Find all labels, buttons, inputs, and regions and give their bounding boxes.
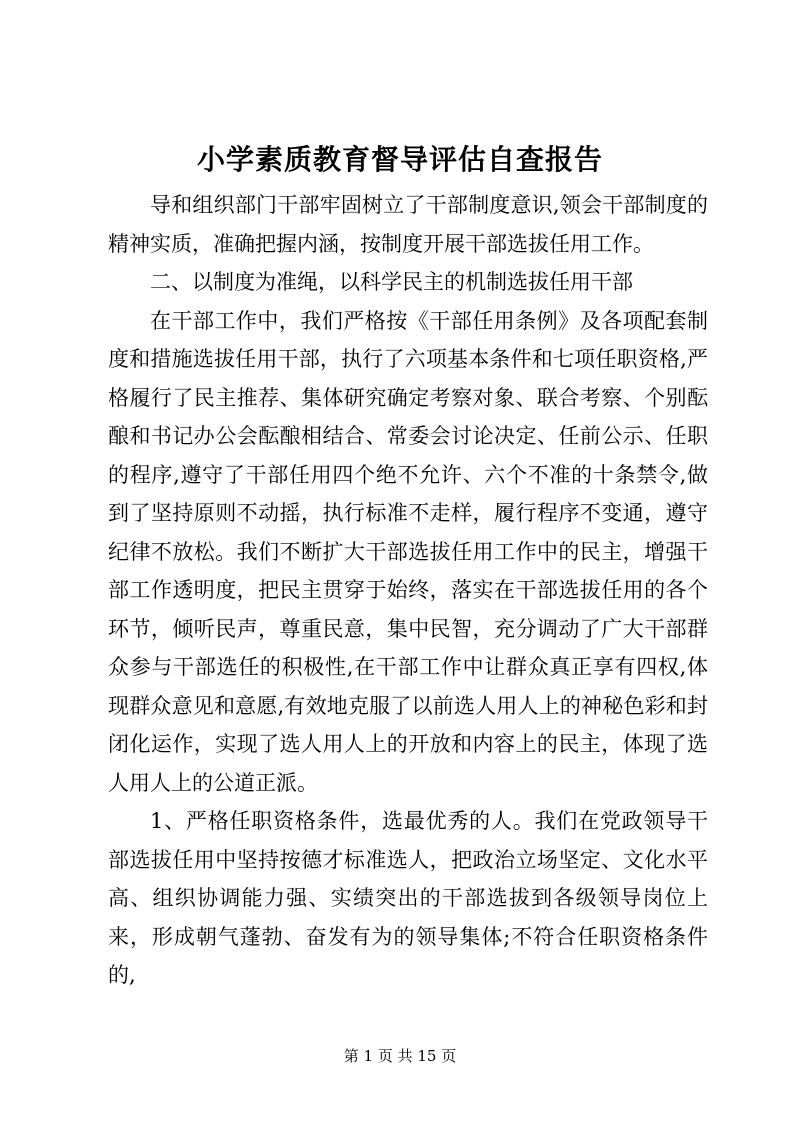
paragraph: 导和组织部门干部牢固树立了干部制度意识,领会干部制度的精神实质，准确把握内涵，按制度开展干部选拔任用工作。 xyxy=(108,193,708,256)
paragraph: 在干部工作中，我们严格按《干部任用条例》及各项配套制度和措施选拔任用干部，执行了六项基本条件和七项任职资格,严格履行了民主推荐、集体研究确定考察对象、联合考察、个别酝酿和书记办公会酝酿相结合、常委会讨论决定、任前公示、任职的程序,遵守了干部任用四个绝不允许、六个不准的十条禁令,做到了坚持原则不动摇，执行标准不走样，履行程序不变通，遵守纪律不放松。我们不断扩大干部选拔任用工作中的民主，增强干部工作透明度，把民主贯穿于始终，落实在干部选拔任用的各个环节，倾听民声，尊重民意，集中民智，充分调动了广大干部群众参与干部选任的积极性,在干部工作中让群众真正享有四权,体现群众意见和意愿,有效地克服了以前选人用人上的神秘色彩和封闭化运作，实现了选人用人上的开放和内容上的民主，体现了选人用人上的公道正派。 xyxy=(108,308,708,795)
page-number-footer: 第 1 页 共 15 页 xyxy=(343,1047,457,1065)
document-body xyxy=(108,186,708,995)
section-heading: 二、以制度为准绳，以科学民主的机制选拔任用干部 xyxy=(150,270,633,294)
paragraph: 1、严格任职资格条件，选最优秀的人。我们在党政领导干部选拔任用中坚持按德才标准选人，把政治立场坚定、文化水平高、组织协调能力强、实绩突出的干部选拔到各级领导岗位上来，形成朝气蓬勃、奋发有为的领导集体;不符合任职资格条件的, xyxy=(108,809,708,987)
document-title: 小学素质教育督导评估自查报告 xyxy=(196,143,603,176)
